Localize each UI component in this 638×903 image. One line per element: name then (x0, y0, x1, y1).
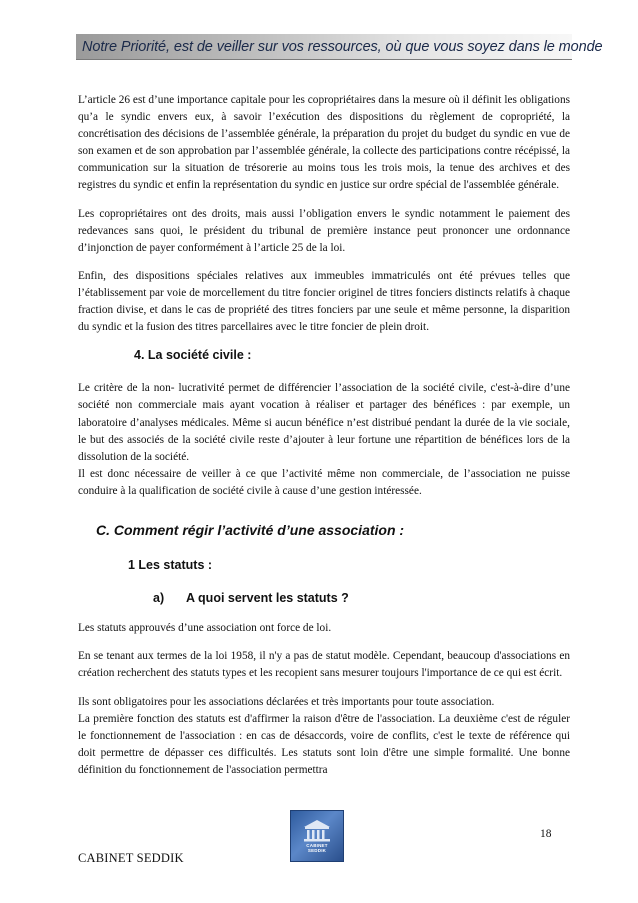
section-heading-societe-civile: 4. La société civile : (134, 348, 252, 363)
logo-text-line2: SEDDIK (307, 848, 327, 853)
subsection-heading-statuts: 1 Les statuts : (128, 558, 213, 573)
paragraph: Le critère de la non- lucrativité permet de différencier l’association de la société civile, c'est-à-dire d’une société non commerciale mais ayant vocation à réaliser et partager des bénéfices : par exemple, un laboratoire d’analyses médicales. Même si aucun bénéfice n’est distribué pendant la durée de la vie sociale, le but des associés de la société civile reste d’ajouter à leur fortune une répartition de bénéfices lors de la dissolution de la société. (78, 382, 570, 463)
page-number: 18 (540, 828, 552, 840)
header-banner (76, 34, 603, 60)
page-content (78, 92, 570, 790)
subsubsection-label: a) (153, 591, 165, 606)
footer-company-name: CABINET SEDDIK (78, 851, 184, 865)
logo-text-line1: CABINET (306, 843, 328, 848)
paragraph: Enfin, des dispositions spéciales relatives aux immeubles immatriculés ont été prévues telles que l’établissement par voie de morcellement du titre foncier originel de titres fonciers distincts relatifs à chaque fraction divise, et dans le cas de propriété des titres fonciers par une seule et même personne, la disparition du syndic et la fusion des titres parcellaires avec le titre foncier de plein droit. (78, 269, 570, 334)
header-slogan: Notre Priorité, est de veiller sur vos ressources, où que vous soyez dans le monde (82, 38, 603, 55)
paragraph: Il est donc nécessaire de veiller à ce que l’activité même non commerciale, de l’association ne puisse conduire à la qualification de société civile à cause d’une gestion intéressée. (78, 467, 570, 497)
paragraph: En se tenant aux termes de la loi 1958, il n'y a pas de statut modèle. Cependant, beaucoup d'associations en création recherchent des statuts types et les recopient sans mesurer toujours l'importance de ce qui est écrit. (78, 650, 570, 680)
subsubsection-title: A quoi servent les statuts ? (186, 591, 349, 606)
building-icon (302, 819, 332, 843)
paragraph: Les copropriétaires ont des droits, mais aussi l’obligation envers le syndic notamment le paiement des redevances sans quoi, le président du tribunal de première instance peut prononcer une ordonnance d’injonction de payer conformément à l’article 25 de la loi. (78, 207, 570, 254)
paragraph: La première fonction des statuts est d'affirmer la raison d'être de l'association. La deuxième c'est de réguler le fonctionnement de l'association : en cas de désaccords, voire de conflits, c'est le texte de référence qui doit permettre de dépasser ces difficultés. Les statuts sont loin d'être une simple formalité. Une bonne définition du fonctionnement de l'association permettra (78, 712, 570, 776)
subsubsection-heading (153, 590, 570, 607)
company-logo (290, 810, 344, 862)
paragraph: Les statuts approuvés d’une association ont force de loi. (78, 622, 332, 635)
paragraph: Ils sont obligatoires pour les associations déclarées et très importants pour toute association. (78, 695, 495, 708)
section-heading-regir-association: C. Comment régir l’activité d’une association : (96, 521, 405, 538)
paragraph: L’article 26 est d’une importance capitale pour les copropriétaires dans la mesure où il définit les obligations qu’a le syndic envers eux, à savoir l’exécution des dispositions du règlement de copropriété, la concrétisation des décisions de l’assemblée générale, la préparation du projet du budget du syndic en vue de son examen et de son approbation par l’assemblée générale, la collecte des participations contre récépissé, la communication sur la situation de trésorerie au moins tous les trois mois, la tenue des archives et des registres du syndic et enfin la représentation du syndic en justice sur ordre spécial de l'assemblée générale. (78, 94, 570, 192)
